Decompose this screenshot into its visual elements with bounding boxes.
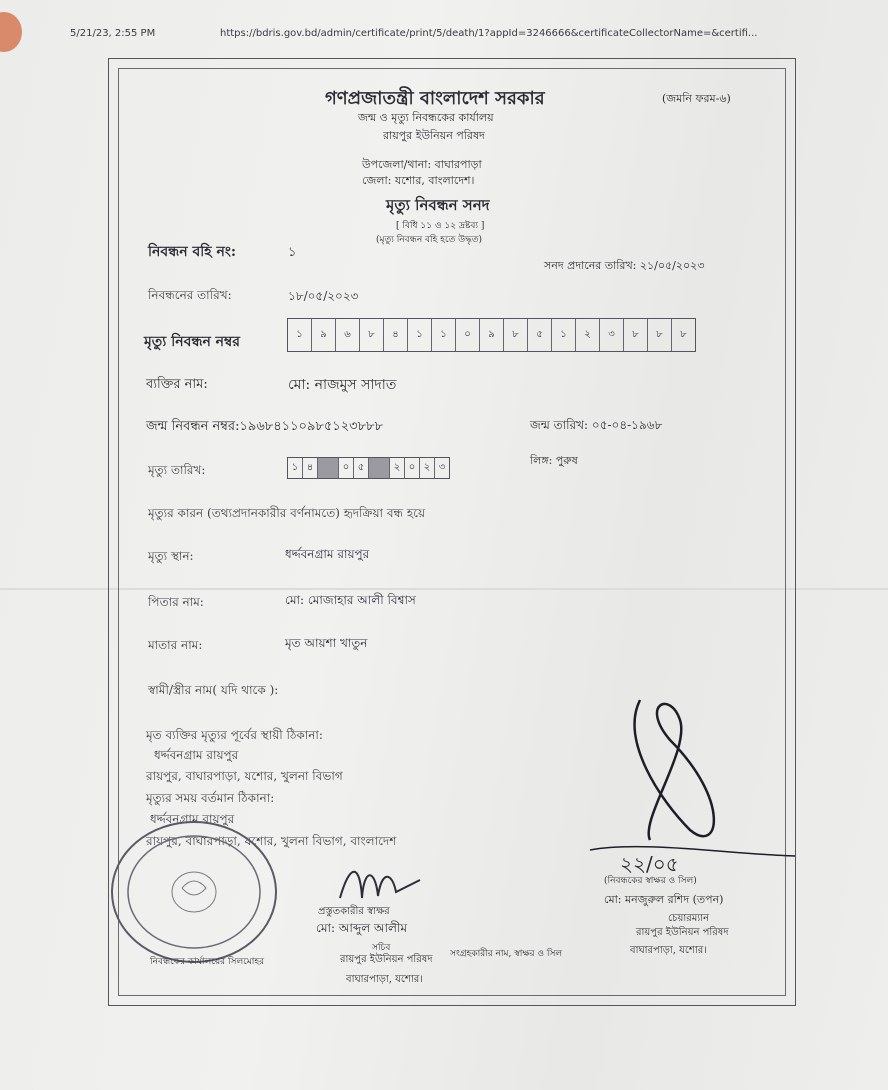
registrar-place: বাঘারপাড়া, যশোর।	[630, 945, 707, 956]
secretary-union: রায়পুর ইউনিয়ন পরিষদ	[340, 954, 433, 965]
registrar-name: মো: মনজুরুল রশিদ (তপন)	[604, 893, 724, 906]
secretary-title: সচিব	[372, 943, 391, 953]
union-name: রায়পুর ইউনিয়ন পরিষদ	[383, 129, 485, 142]
death-date-separator	[318, 458, 339, 478]
registration-digit-cell: ৪	[384, 319, 408, 351]
secretary-place: বাঘারপাড়া, যশোর।	[346, 974, 423, 985]
registrar-union: রায়পুর ইউনিয়ন পরিষদ	[636, 927, 729, 938]
preparer-signature-label: প্রস্তুতকারীর স্বাক্ষর	[318, 906, 390, 917]
gender: লিঙ্গ: পুরুষ	[530, 454, 578, 467]
death-date-cells	[287, 457, 450, 479]
registration-date: ১৮/০৫/২০২৩	[288, 289, 359, 303]
signature-date: ২২/০৫	[620, 852, 679, 876]
office-name: জন্ম ও মৃত্যু নিবন্ধকের কার্যালয়	[358, 111, 494, 124]
govt-title: গণপ্রজাতন্ত্রী বাংলাদেশ সরকার	[325, 88, 545, 109]
print-timestamp: 5/21/23, 2:55 PM	[70, 28, 156, 39]
permanent-address-line2: রায়পুর, বাঘারপাড়া, যশোর, খুলনা বিভাগ	[146, 769, 343, 783]
book-label: নিবন্ধন বহি নং:	[148, 244, 237, 260]
upazila: উপজেলা/থানা: বাঘারপাড়া	[362, 158, 482, 171]
registration-digit-cell: ৫	[528, 319, 552, 351]
registration-digit-cell: ৬	[336, 319, 360, 351]
mother-name-label: মাতার নাম:	[148, 638, 203, 652]
current-address-label: মৃত্যুর সময় বর্তমান ঠিকানা:	[146, 791, 275, 805]
deceased-name: মো: নাজমুস সাদাত	[288, 377, 397, 393]
birth-registration-number: জন্ম নিবন্ধন নম্বর:১৯৬৮৪১১০৯৮৫১২৩৮৮৮	[146, 419, 383, 434]
form-number: (জমনি ফরম-৬)	[662, 92, 731, 105]
current-address-line2: রায়পুর, বাঘারপাড়া, যশোর, খুলনা বিভাগ, বাংলাদেশ	[146, 834, 397, 848]
death-date-digit-cell: ০	[405, 458, 420, 478]
registrar-title: চেয়ারম্যান	[668, 913, 710, 924]
rule-reference: [ বিধি ১১ ও ১২ দ্রষ্টব্য ]	[396, 221, 485, 231]
seal-label: নিবন্ধকের কার্যালয়ের সিলমোহর	[150, 957, 265, 967]
registration-digit-cell: ৩	[600, 319, 624, 351]
collector-label: সংগ্রহকারীর নাম, স্বাক্ষর ও সিল	[450, 949, 563, 959]
permanent-address-line1: ধর্দ্দবনগ্রাম রায়পুর	[154, 748, 239, 762]
birth-date: জন্ম তারিখ: ০৫-০৪-১৯৬৮	[530, 418, 663, 432]
print-url: https://bdris.gov.bd/admin/certificate/print/5/death/1?appId=3246666&certificateCollectorName=&certifi...	[220, 28, 758, 39]
registrar-signature-label: (নিবন্ধকের স্বাক্ষর ও সিল)	[604, 876, 697, 886]
office-seal-stamp	[108, 818, 280, 966]
registration-number-label: মৃত্যু নিবন্ধন নম্বর	[144, 334, 240, 350]
registration-digit-cell: ১	[552, 319, 576, 351]
father-name-label: পিতার নাম:	[148, 595, 204, 609]
book-number: ১	[288, 245, 297, 260]
death-date-digit-cell: ৫	[354, 458, 369, 478]
permanent-address-label: মৃত ব্যক্তির মৃত্যুর পূর্বের স্থায়ী ঠিকানা:	[146, 728, 323, 742]
registration-digit-cell: ১	[408, 319, 432, 351]
registration-digit-cell: ০	[456, 319, 480, 351]
place-of-death: ধর্দ্দবনগ্রাম রায়পুর	[285, 547, 370, 561]
name-label: ব্যক্তির নাম:	[146, 377, 208, 392]
registration-digit-cell: ৯	[480, 319, 504, 351]
district: জেলা: যশোর, বাংলাদেশ।	[362, 174, 475, 187]
registration-digit-cell: ৮	[648, 319, 672, 351]
cause-of-death: মৃত্যুর কারন (তথ্যপ্রদানকারীর বর্ণনামতে) হৃদক্রিয়া বন্ধ হয়ে	[148, 506, 426, 520]
death-date-digit-cell: ৩	[438, 461, 446, 473]
death-date-label: মৃত্যু তারিখ:	[148, 463, 206, 477]
registration-digit-cell: ২	[576, 319, 600, 351]
spouse-name-label: স্বামী/স্ত্রীর নাম( যদি থাকে ):	[148, 683, 279, 697]
registration-digit-cell: ১	[432, 319, 456, 351]
registration-digit-cell: ৯	[312, 319, 336, 351]
source-note: (মৃত্যু নিবন্ধন বহি হতে উদ্ধৃত)	[376, 235, 483, 245]
current-address-line1: ধর্দ্দবনগ্রাম রায়পুর	[150, 812, 235, 826]
death-date-digit-cell: ০	[339, 458, 354, 478]
registration-digit-cell: ৮	[504, 319, 528, 351]
issue-date: সনদ প্রদানের তারিখ: ২১/০৫/২০২৩	[544, 259, 705, 272]
certificate-title: মৃত্যু নিবন্ধন সনদ	[386, 196, 490, 214]
place-of-death-label: মৃত্যু স্থান:	[148, 549, 194, 563]
death-date-digit-cell: ২	[390, 458, 405, 478]
registration-digit-cell: ৮	[360, 319, 384, 351]
death-date-digit-cell: ৪	[303, 458, 318, 478]
registrar-signature	[580, 680, 800, 870]
registration-digit-cell: ৮	[680, 328, 687, 340]
father-name: মো: মোজাহার আলী বিশ্বাস	[285, 593, 416, 607]
preparer-name: মো: আব্দুল আলীম	[316, 921, 408, 935]
death-date-separator	[369, 458, 390, 478]
registration-date-label: নিবন্ধনের তারিখ:	[148, 288, 232, 302]
registration-number-cells	[287, 318, 696, 352]
death-date-digit-cell: ২	[420, 458, 435, 478]
death-date-digit-cell: ১	[288, 458, 303, 478]
registration-digit-cell: ১	[288, 319, 312, 351]
mother-name: মৃত আয়শা খাতুন	[285, 636, 368, 650]
registration-digit-cell: ৮	[624, 319, 648, 351]
